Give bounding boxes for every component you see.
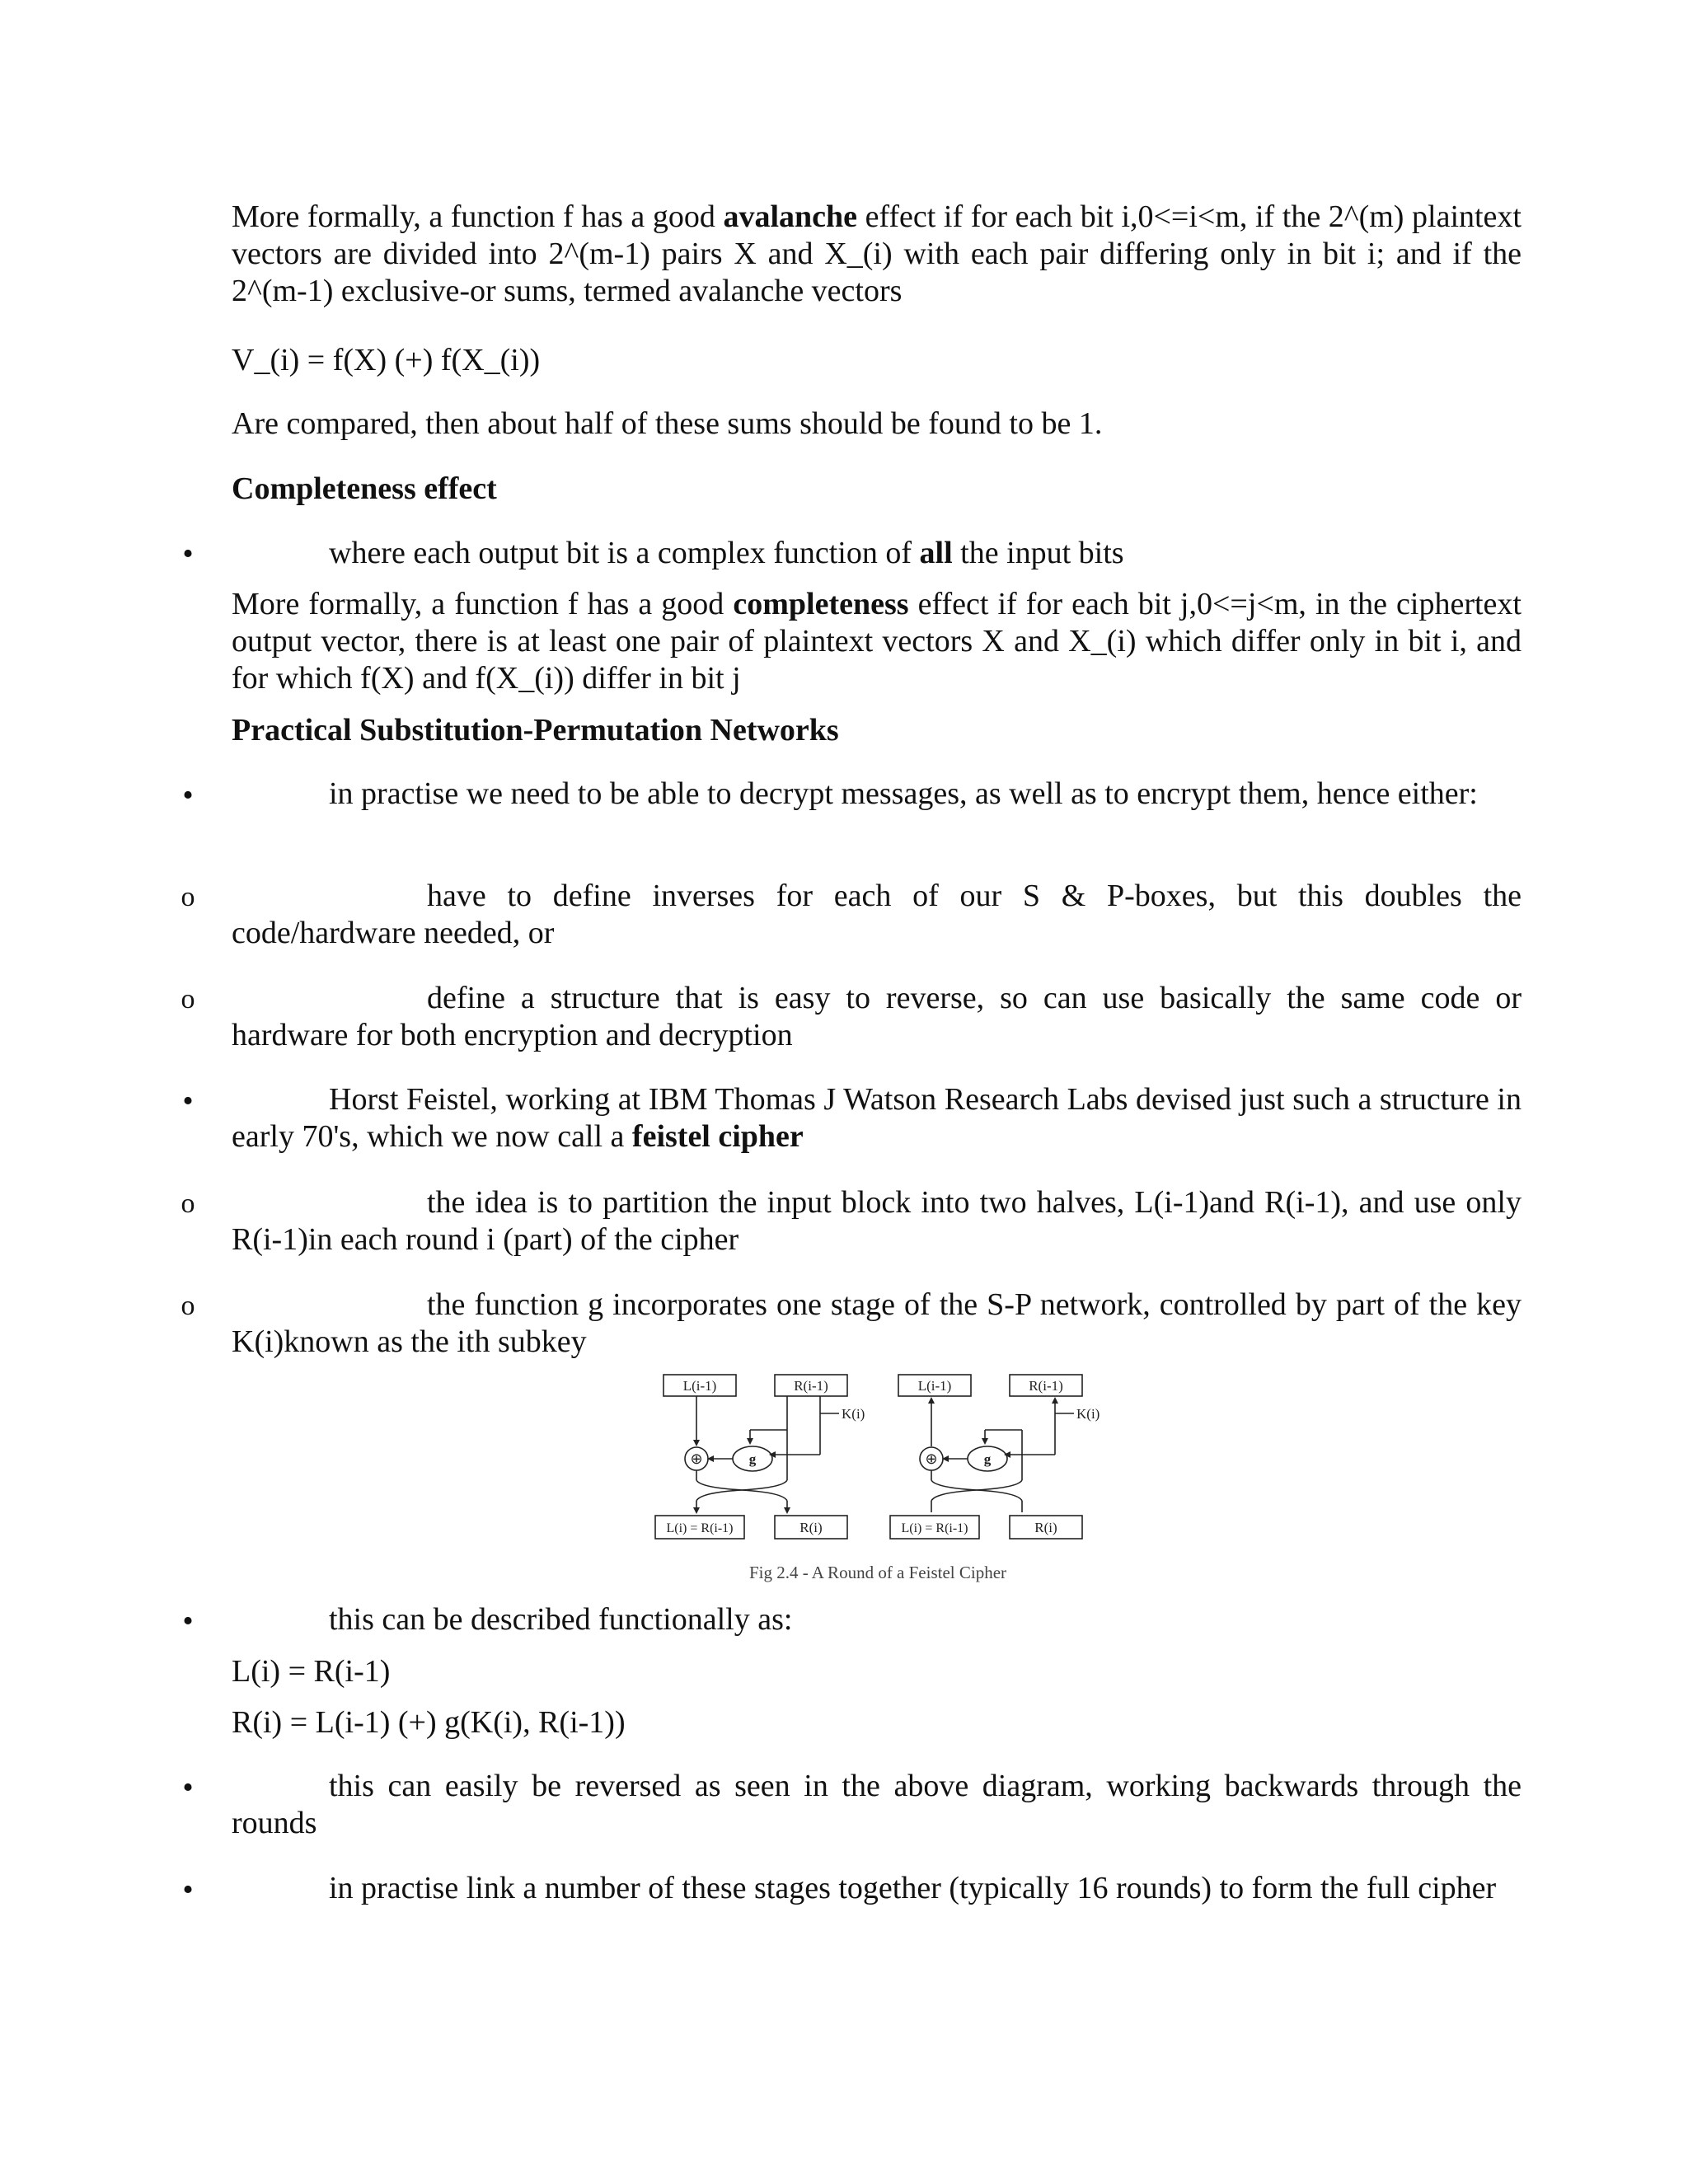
text-segment: in practise link a number of these stages together (typically 16 rounds) to form the full cipher <box>329 1871 1497 1905</box>
bold-term: all <box>919 536 953 570</box>
bullet-marker: • <box>182 1872 194 1907</box>
text-segment: this can easily be reversed as seen in the above diagram, working backwards through the rounds <box>232 1769 1522 1840</box>
r-output-label: R(i) <box>1034 1520 1057 1535</box>
xor-label: ⊕ <box>690 1451 703 1467</box>
key-label: K(i) <box>1076 1406 1100 1422</box>
paragraph-completeness <box>232 586 1522 697</box>
bullet-marker: • <box>182 537 194 571</box>
bullet-practise <box>232 1870 1522 1907</box>
text-segment: effect if for each bit j,0<=j<m, in the ciphertext output vector, there is at least one pair of plaintext vectors X and X_(i) which differ only in bit i, and for which f(X) and f(X_(i)) differ in bit j <box>232 587 1522 696</box>
sub-bullet-marker: o <box>181 882 195 912</box>
g-label: g <box>748 1451 757 1467</box>
sub-bullet-inverses <box>232 878 1522 952</box>
sub-bullet-structure <box>232 980 1522 1054</box>
text-segment: More formally, a function f has a good <box>232 587 734 621</box>
sub-bullet-function-g <box>232 1286 1522 1361</box>
bullet-marker: • <box>182 778 194 813</box>
bold-term: avalanche <box>723 199 857 234</box>
text-segment: the idea is to partition the input block into two halves, L(i-1)and R(i-1), and use only R(i-1)in each round i (part) of the cipher <box>232 1185 1522 1257</box>
text-segment: More formally, a function f has a good <box>232 199 724 234</box>
sub-bullet-partition <box>232 1184 1522 1258</box>
bullet-completeness <box>232 535 1522 572</box>
text-segment: the function g incorporates one stage of the S-P network, controlled by part of the key K(i)known as the ith subkey <box>232 1287 1522 1359</box>
text-segment: Horst Feistel, working at IBM Thomas J Watson Research Labs devised just such a structure in early 70's, which we now call a <box>232 1082 1522 1154</box>
bullet-marker: • <box>182 1770 194 1805</box>
text-segment: this can be described functionally as: <box>329 1602 793 1637</box>
bullet-decrypt <box>232 776 1522 813</box>
bullet-marker: • <box>182 1604 194 1638</box>
key-label: K(i) <box>842 1406 865 1422</box>
text-segment: in practise we need to be able to decrypt messages, as well as to encrypt them, hence either: <box>329 776 1478 811</box>
xor-label: ⊕ <box>925 1451 938 1467</box>
sub-bullet-marker: o <box>181 1291 195 1321</box>
equation-avalanche: V_(i) = f(X) (+) f(X_(i)) <box>232 343 541 377</box>
heading-text: Practical Substitution-Permutation Networks <box>232 713 839 748</box>
heading-practical <box>232 712 1522 749</box>
sub-bullet-marker: o <box>181 984 195 1015</box>
l-output-label: L(i) = R(i-1) <box>666 1521 734 1535</box>
text-segment: define a structure that is easy to reverse, so can use basically the same code or hardware for both encryption and decryption <box>232 981 1522 1052</box>
text-segment: have to define inverses for each of our S & P-boxes, but this doubles the code/hardware needed, or <box>232 879 1522 950</box>
l-output-label: L(i) = R(i-1) <box>901 1521 968 1535</box>
figure-caption: Fig 2.4 - A Round of a Feistel Cipher <box>748 1563 1007 1582</box>
g-label: g <box>983 1451 992 1467</box>
r-input-label: R(i-1) <box>1029 1378 1063 1394</box>
equation-r: R(i) = L(i-1) (+) g(K(i), R(i-1)) <box>232 1705 626 1740</box>
bold-term: feistel cipher <box>631 1119 804 1154</box>
r-output-label: R(i) <box>799 1520 823 1535</box>
equation-l: L(i) = R(i-1) <box>232 1654 391 1689</box>
heading-completeness <box>232 471 1522 508</box>
bullet-feistel <box>232 1081 1522 1155</box>
heading-text: Completeness effect <box>232 471 497 506</box>
bullet-marker: • <box>182 1084 194 1118</box>
sub-bullet-marker: o <box>181 1188 195 1219</box>
r-input-label: R(i-1) <box>794 1378 828 1394</box>
feistel-round-figure <box>651 1371 1104 1593</box>
paragraph-compared: Are compared, then about half of these sums should be found to be 1. <box>232 406 1103 441</box>
text-segment: effect if for each bit i,0<=i<m, if the 2^(m) plaintext vectors are divided into 2^(m-1) pairs X and X_(i) with each pair differing only in bit i; and if the 2^(m-1) exclusive-or sums, termed avalanche vectors <box>232 199 1522 308</box>
bullet-reversed <box>232 1768 1522 1842</box>
bullet-functional <box>232 1601 1522 1638</box>
text-segment: where each output bit is a complex function of <box>329 536 920 570</box>
bold-term: completeness <box>733 587 909 621</box>
paragraph-avalanche <box>232 199 1522 310</box>
l-input-label: L(i-1) <box>682 1378 717 1394</box>
text-segment: the input bits <box>952 536 1124 570</box>
l-input-label: L(i-1) <box>917 1378 952 1394</box>
